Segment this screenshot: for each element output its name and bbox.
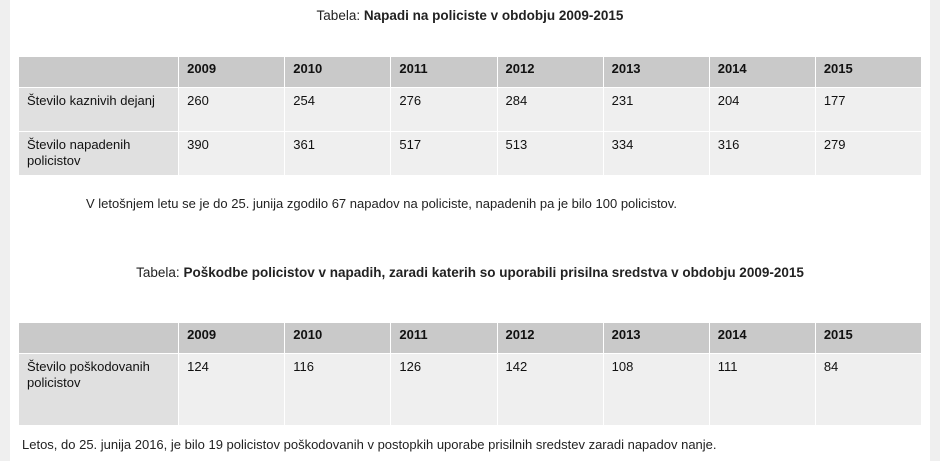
table2-header-2012: 2012: [497, 323, 603, 354]
table2-row0-2012: 142: [497, 354, 603, 426]
table2-header-2010: 2010: [285, 323, 391, 354]
table2-header-2014: 2014: [709, 323, 815, 354]
table2-header-2011: 2011: [391, 323, 497, 354]
table1-row0-2012: 284: [497, 88, 603, 132]
table-header-row: [19, 323, 922, 354]
table1-header-2013: 2013: [603, 57, 709, 88]
table1-row0-2010: 254: [285, 88, 391, 132]
table2-row0-2009: 124: [179, 354, 285, 426]
table1-header-2011: 2011: [391, 57, 497, 88]
table1-row1-2010: 361: [285, 132, 391, 176]
table2-caption-title: Poškodbe policistov v napadih, zaradi katerih so uporabili prisilna sredstva v obdobju 2009-2015: [183, 265, 804, 280]
table2-row0-2014: 111: [709, 354, 815, 426]
table1-row0-2009: 260: [179, 88, 285, 132]
table1-header-2010: 2010: [285, 57, 391, 88]
table2-row0-2013: 108: [603, 354, 709, 426]
table1-caption: [0, 8, 940, 23]
table2-row0-label: Število poškodovanih policistov: [19, 354, 179, 426]
page-right-margin: [930, 0, 940, 461]
table1-row0-label: Število kaznivih dejanj: [19, 88, 179, 132]
table1-note: V letošnjem letu se je do 25. junija zgodilo 67 napadov na policiste, napadenih pa je bilo 100 policistov.: [86, 196, 677, 211]
table1-header-2015: 2015: [815, 57, 921, 88]
table1-header-2009: 2009: [179, 57, 285, 88]
table-injuries: [18, 322, 922, 426]
table1-row1-2014: 316: [709, 132, 815, 176]
table1-caption-lead: Tabela:: [316, 8, 361, 23]
table-row: [19, 354, 922, 426]
table1-row0-2011: 276: [391, 88, 497, 132]
table1-row0-2014: 204: [709, 88, 815, 132]
table2-caption: [0, 265, 940, 280]
table2-row0-2011: 126: [391, 354, 497, 426]
table1-header-2014: 2014: [709, 57, 815, 88]
table2-header-2015: 2015: [815, 323, 921, 354]
table1-row1-2013: 334: [603, 132, 709, 176]
table-row: [19, 132, 922, 176]
table-attacks: [18, 56, 922, 176]
table1-corner-header: [19, 57, 179, 88]
table2-header-2009: 2009: [179, 323, 285, 354]
table2-note: Letos, do 25. junija 2016, je bilo 19 policistov poškodovanih v postopkih uporabe prisilnih sredstev zaradi napadov nanje.: [22, 437, 717, 452]
table1-row0-2015: 177: [815, 88, 921, 132]
table2-row0-2015: 84: [815, 354, 921, 426]
table1-row1-2012: 513: [497, 132, 603, 176]
table1-header-2012: 2012: [497, 57, 603, 88]
table1-row1-2015: 279: [815, 132, 921, 176]
table1-row1-2009: 390: [179, 132, 285, 176]
table1-row0-2013: 231: [603, 88, 709, 132]
table2-header-2013: 2013: [603, 323, 709, 354]
table1-row1-2011: 517: [391, 132, 497, 176]
table1-caption-title: Napadi na policiste v obdobju 2009-2015: [363, 8, 624, 23]
table-row: [19, 88, 922, 132]
table2-row0-2010: 116: [285, 354, 391, 426]
table2-caption-lead: Tabela:: [136, 265, 180, 280]
page-left-margin: [0, 0, 10, 461]
table1-row1-label: Število napadenih policistov: [19, 132, 179, 176]
table2-corner-header: [19, 323, 179, 354]
table-header-row: [19, 57, 922, 88]
